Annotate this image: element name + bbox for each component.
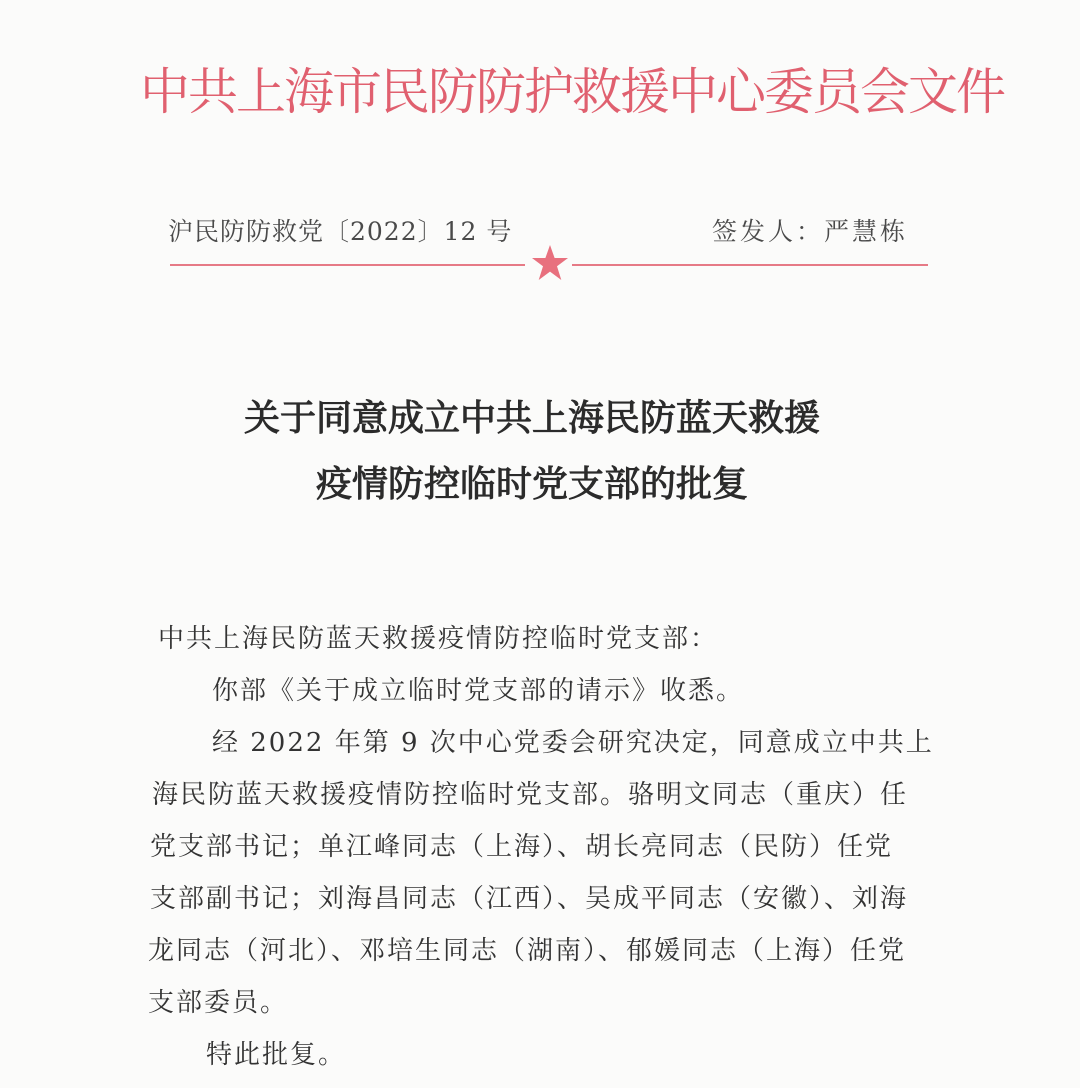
document-title-line-1: 关于同意成立中共上海民防蓝天救援 (243, 397, 820, 439)
header-rule-right (572, 264, 928, 266)
paragraph-2-line: 支部委员。 (148, 988, 289, 1018)
document-number: 沪民防防救党〔2022〕12 号 (168, 217, 513, 246)
paragraph-1: 你部《关于成立临时党支部的请示》收悉。 (212, 676, 745, 706)
closing-line: 特此批复。 (206, 1040, 347, 1070)
red-star-icon (529, 242, 571, 284)
paragraph-2-line: 支部副书记；刘海昌同志（江西）、吴成平同志（安徽）、刘海 (150, 884, 909, 914)
signer-label: 签发人：严慧栋 (712, 217, 909, 246)
org-header-title: 中共上海市民防防护救援中心委员会文件 (140, 63, 1004, 121)
paragraph-2-line: 海民防蓝天救援疫情防控临时党支部。骆明文同志（重庆）任 (152, 780, 909, 810)
paragraph-2-line: 龙同志（河北）、邓培生同志（湖南）、郁媛同志（上海）任党 (148, 936, 907, 966)
document-title-line-2: 疫情防控临时党支部的批复 (315, 463, 748, 505)
header-rule-left (170, 264, 525, 266)
paragraph-2-line: 党支部书记；单江峰同志（上海）、胡长亮同志（民防）任党 (150, 832, 894, 862)
paragraph-2-line: 经 2022 年第 9 次中心党委会研究决定，同意成立中共上 (212, 728, 934, 758)
addressee: 中共上海民防蓝天救援疫情防控临时党支部： (158, 624, 719, 654)
